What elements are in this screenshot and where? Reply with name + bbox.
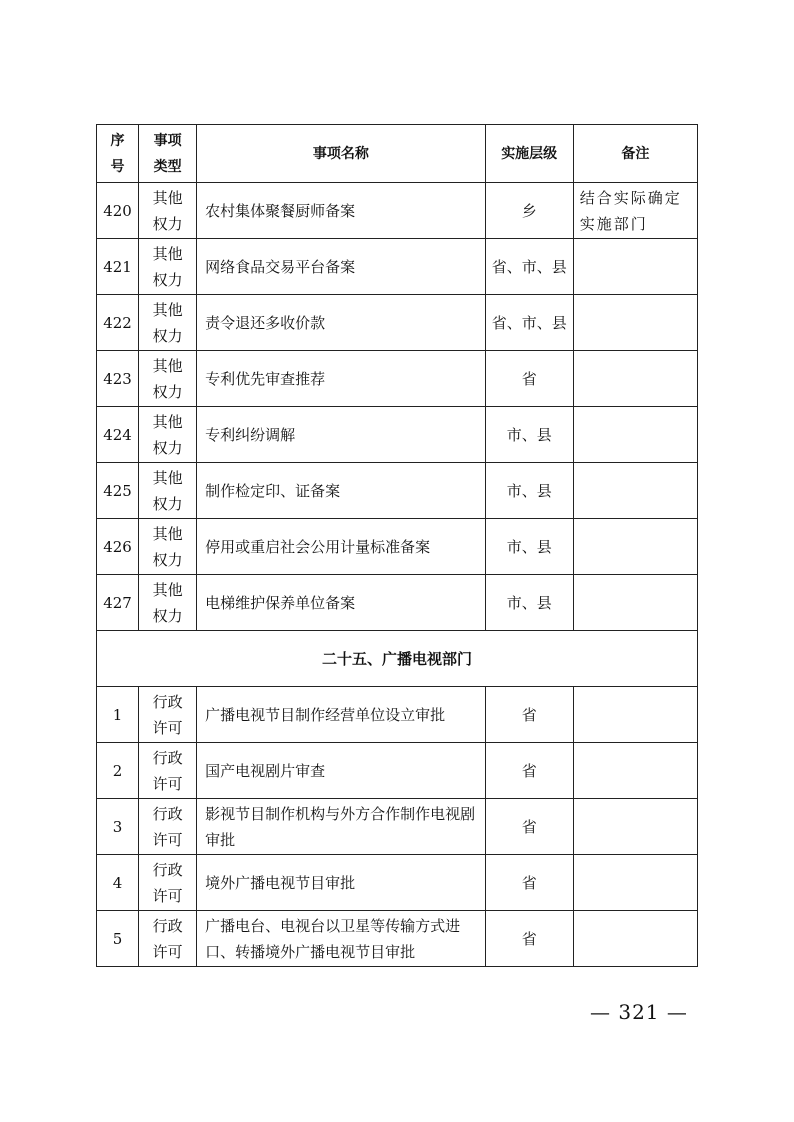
- section-title: 二十五、广播电视部门: [97, 631, 698, 687]
- row-type: 其他权力: [152, 356, 183, 401]
- row-name-cell: [197, 799, 485, 855]
- row-type: 其他权力: [152, 244, 183, 289]
- row-type: 行政许可: [152, 860, 183, 905]
- table-row: [97, 743, 698, 799]
- header-no: 序号: [97, 125, 139, 183]
- row-type: 其他权力: [152, 524, 183, 569]
- row-number: 422: [103, 313, 132, 332]
- row-type: 其他权力: [152, 412, 183, 457]
- row-level-cell: [485, 911, 573, 967]
- table-row: [97, 687, 698, 743]
- row-type-cell: [139, 239, 197, 295]
- row-name: 广播电视节目制作经营单位设立审批: [205, 705, 446, 724]
- row-level-cell: [485, 519, 573, 575]
- table-row: [97, 799, 698, 855]
- row-number-cell: [97, 519, 139, 575]
- row-number-cell: [97, 575, 139, 631]
- row-level: 省: [521, 817, 537, 836]
- row-type-cell: [139, 351, 197, 407]
- row-level: 省: [521, 705, 537, 724]
- row-name-cell: [197, 407, 485, 463]
- row-level: 市、县: [506, 425, 552, 444]
- row-level: 省: [521, 761, 537, 780]
- row-level-cell: [485, 351, 573, 407]
- row-note-cell: [573, 687, 697, 743]
- row-type-cell: [139, 911, 197, 967]
- row-name-cell: [197, 855, 485, 911]
- section-header-row: [97, 631, 698, 687]
- row-name: 电梯维护保养单位备案: [205, 593, 356, 612]
- row-name-cell: [197, 519, 485, 575]
- row-name: 责令退还多收价款: [205, 313, 326, 332]
- section-row-group: [97, 631, 698, 687]
- row-name-cell: [197, 239, 485, 295]
- row-number-cell: [97, 799, 139, 855]
- row-number: 2: [112, 761, 123, 780]
- row-type-cell: [139, 687, 197, 743]
- row-note-cell: [573, 463, 697, 519]
- row-name: 国产电视剧片审查: [205, 761, 326, 780]
- table-row: [97, 295, 698, 351]
- row-number: 420: [103, 201, 132, 220]
- row-name-cell: [197, 351, 485, 407]
- row-name: 停用或重启社会公用计量标准备案: [205, 537, 431, 556]
- row-number: 5: [112, 929, 123, 948]
- header-type: 事项类型: [139, 125, 197, 183]
- row-type-cell: [139, 463, 197, 519]
- items-table: [96, 124, 698, 967]
- row-name: 网络食品交易平台备案: [205, 257, 356, 276]
- row-name-cell: [197, 743, 485, 799]
- row-name-cell: [197, 911, 485, 967]
- row-number: 423: [103, 369, 132, 388]
- row-name-cell: [197, 687, 485, 743]
- row-number-cell: [97, 295, 139, 351]
- row-number-cell: [97, 687, 139, 743]
- row-level-cell: [485, 463, 573, 519]
- row-level-cell: [485, 239, 573, 295]
- table-row: [97, 855, 698, 911]
- row-number-cell: [97, 855, 139, 911]
- row-level: 省: [521, 873, 537, 892]
- row-note: 结合实际确定实施部门: [579, 188, 682, 233]
- row-name: 专利纠纷调解: [205, 425, 296, 444]
- row-note-cell: [573, 407, 697, 463]
- row-name: 专利优先审查推荐: [205, 369, 326, 388]
- row-level-cell: [485, 855, 573, 911]
- row-type-cell: [139, 743, 197, 799]
- row-note-cell: [573, 799, 697, 855]
- row-level: 省: [521, 929, 537, 948]
- table-row: [97, 519, 698, 575]
- row-name: 制作检定印、证备案: [205, 481, 341, 500]
- row-type-cell: [139, 575, 197, 631]
- row-note-cell: [573, 855, 697, 911]
- row-level: 省、市、县: [491, 313, 567, 332]
- row-number: 426: [103, 537, 132, 556]
- row-note-cell: [573, 519, 697, 575]
- row-level-cell: [485, 743, 573, 799]
- row-note-cell: [573, 575, 697, 631]
- row-type: 行政许可: [152, 748, 183, 793]
- row-type: 行政许可: [152, 916, 183, 961]
- table-row: [97, 351, 698, 407]
- row-level: 乡: [521, 201, 537, 220]
- row-note-cell: [573, 351, 697, 407]
- row-type: 其他权力: [152, 188, 183, 233]
- table-row: [97, 239, 698, 295]
- row-note-cell: [573, 183, 697, 239]
- table-row: [97, 575, 698, 631]
- row-number-cell: [97, 239, 139, 295]
- row-note-cell: [573, 911, 697, 967]
- row-note-cell: [573, 295, 697, 351]
- row-level: 省、市、县: [491, 257, 567, 276]
- row-level-cell: [485, 687, 573, 743]
- row-level: 市、县: [506, 481, 552, 500]
- row-name-cell: [197, 295, 485, 351]
- row-type: 其他权力: [152, 468, 183, 513]
- row-number: 3: [112, 817, 123, 836]
- row-level-cell: [485, 575, 573, 631]
- row-number-cell: [97, 407, 139, 463]
- row-number-cell: [97, 183, 139, 239]
- row-number: 425: [103, 481, 132, 500]
- row-type: 行政许可: [152, 692, 183, 737]
- row-note-cell: [573, 743, 697, 799]
- row-number-cell: [97, 911, 139, 967]
- row-level-cell: [485, 799, 573, 855]
- table-row: [97, 407, 698, 463]
- row-type: 行政许可: [152, 804, 183, 849]
- row-name-cell: [197, 463, 485, 519]
- row-level-cell: [485, 407, 573, 463]
- page-number: — 321 —: [590, 1000, 688, 1024]
- row-type-cell: [139, 519, 197, 575]
- row-level: 市、县: [506, 593, 552, 612]
- row-type-cell: [139, 295, 197, 351]
- row-number-cell: [97, 743, 139, 799]
- row-name-cell: [197, 575, 485, 631]
- header-name: 事项名称: [197, 125, 485, 183]
- row-name: 广播电台、电视台以卫星等传输方式进口、转播境外广播电视节目审批: [205, 916, 461, 961]
- row-name: 农村集体聚餐厨师备案: [205, 201, 356, 220]
- table-body-top: [97, 183, 698, 631]
- row-level: 省: [521, 369, 537, 388]
- row-number-cell: [97, 463, 139, 519]
- header-level: 实施层级: [485, 125, 573, 183]
- header-row: [97, 125, 698, 183]
- table-row: [97, 463, 698, 519]
- row-name: 影视节目制作机构与外方合作制作电视剧审批: [205, 804, 476, 849]
- table-row: [97, 183, 698, 239]
- row-number: 421: [103, 257, 132, 276]
- row-name: 境外广播电视节目审批: [205, 873, 356, 892]
- row-level-cell: [485, 183, 573, 239]
- header-note: 备注: [573, 125, 697, 183]
- row-type-cell: [139, 407, 197, 463]
- row-type-cell: [139, 855, 197, 911]
- table-body-bottom: [97, 687, 698, 967]
- row-number: 4: [112, 873, 123, 892]
- row-type-cell: [139, 799, 197, 855]
- row-name-cell: [197, 183, 485, 239]
- row-level: 市、县: [506, 537, 552, 556]
- row-type: 其他权力: [152, 580, 183, 625]
- row-number: 427: [103, 593, 132, 612]
- row-type-cell: [139, 183, 197, 239]
- row-note-cell: [573, 239, 697, 295]
- table-row: [97, 911, 698, 967]
- row-number-cell: [97, 351, 139, 407]
- row-number: 424: [103, 425, 132, 444]
- row-type: 其他权力: [152, 300, 183, 345]
- row-number: 1: [112, 705, 123, 724]
- row-level-cell: [485, 295, 573, 351]
